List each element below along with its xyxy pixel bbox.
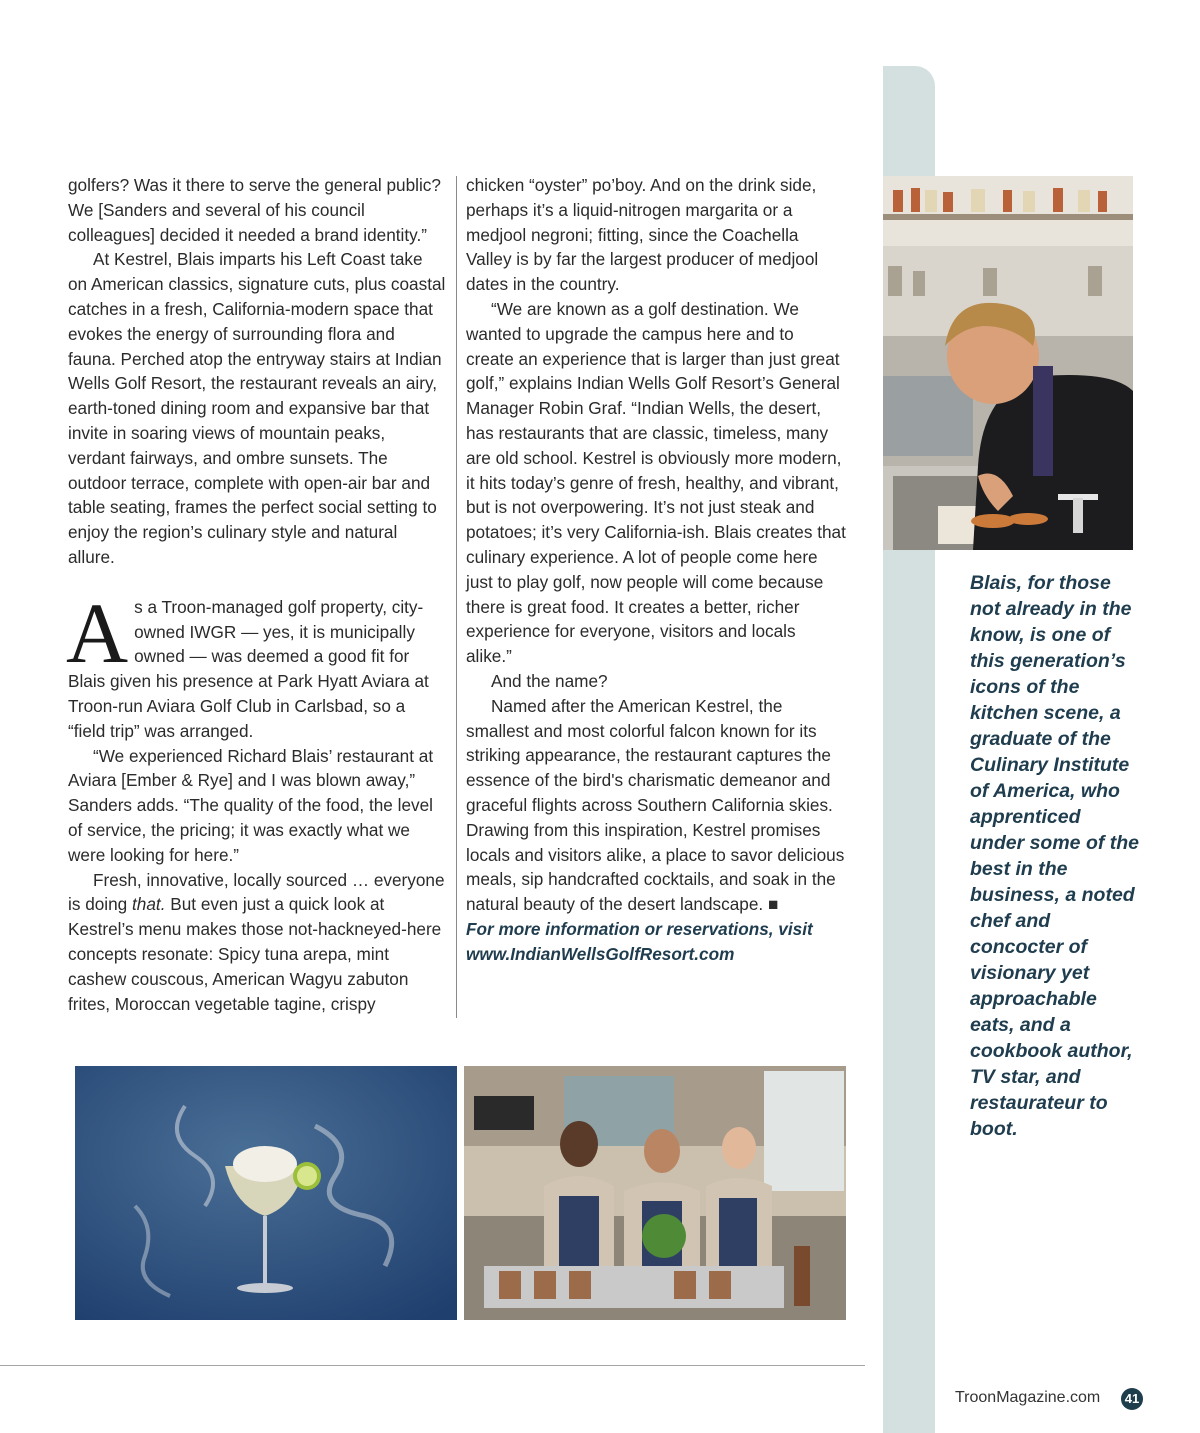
paragraph: golfers? Was it there to serve the general public? We [Sanders and several of his council colleagues] decided it needed a brand identity.” <box>68 175 441 245</box>
page-number-badge: 41 <box>1121 1388 1143 1410</box>
article-column-1 <box>68 173 446 1016</box>
pull-quote-caption: Blais, for those not already in the know, is one of this generation’s icons of the kitchen scene, a graduate of the Culinary Institute of America, who apprenticed under some of the best in the business, a noted chef and concocter of visionary yet approachable eats, and a cookbook author, TV star, and restaurateur to boot. <box>970 572 1140 1140</box>
article-column-2 <box>466 173 846 967</box>
footer-rule <box>0 1365 865 1366</box>
paragraph: Named after the American Kestrel, the smallest and most colorful falcon known for its striking appearance, the restaurant captures the essence of the bird's charismatic demeanor and graceful flights across Southern California skies. Drawing from this inspiration, Kestrel promises locals and visitors alike, a place to savor delicious meals, sip handcrafted cocktails, and soak in the natural beauty of the desert landscape. ■ <box>466 695 845 915</box>
chef-photo <box>883 176 1133 550</box>
cta-text: For more information or reservations, visit <box>466 918 813 939</box>
column-divider <box>456 176 457 1018</box>
paragraph-dropcap: As a Troon-managed golf property, city-owned IWGR — yes, it is municipally owned — was deemed a good fit for Blais given his presence at Park Hyatt Aviara at Troon-run Aviara Golf Club in Carlsbad, so a “field trip” was arranged. <box>66 584 429 741</box>
paragraph: Fresh, innovative, locally sourced … everyone is doing that. But even just a quick look at Kestrel’s menu makes those not-hackneyed-here concepts resonate: Spicy tuna arepa, mint cashew couscous, American Wagyu zabuton frites, Moroccan vegetable tagine, crispy <box>68 869 445 1014</box>
staff-photo <box>464 1066 846 1320</box>
drop-cap: A <box>66 584 129 681</box>
cocktail-photo <box>75 1066 457 1320</box>
paragraph: “We experienced Richard Blais’ restaurant at Aviara [Ember & Rye] and I was blown away,” Sanders adds. “The quality of the food, the level of service, the pricing; it was exactly what we were looking for here.” <box>68 745 434 865</box>
paragraph: chicken “oyster” po’boy. And on the drink side, perhaps it’s a liquid-nitrogen margarita or a medjool negroni; fitting, since the Coachella Valley is by far the largest producer of medjool dates in the country. <box>466 175 819 295</box>
paragraph: And the name? <box>491 670 608 691</box>
paragraph: At Kestrel, Blais imparts his Left Coast take on American classics, signature cuts, plus coastal catches in a fresh, California-modern space that evokes the energy of surrounding flora and fauna. Perched atop the entryway stairs at Indian Wells Golf Resort, the restaurant reveals an airy, earth-toned dining room and expansive bar that invite in soaring views of mountain peaks, verdant fairways, and ombre sunsets. The outdoor terrace, complete with open-air bar and table seating, frames the perfect social setting to enjoy the region’s culinary style and natural allure. <box>68 249 446 567</box>
website-link[interactable]: www.IndianWellsGolfResort.com <box>466 943 735 964</box>
paragraph: “We are known as a golf destination. We wanted to upgrade the campus here and to create an experience that is larger than just great golf,” explains Indian Wells Golf Resort’s General Manager Robin Graf. “Indian Wells, the desert, has restaurants that are classic, timeless, many are old school. Kestrel is obviously more modern, it hits today’s genre of fresh, healthy, and vibrant, but is not overpowering. It’s not just steak and potatoes; it’s very California-ish. Blais creates that culinary experience. A lot of people come here just to play golf, now people will come because there is great food. It creates a better, richer experience for everyone, visitors and locals alike.” <box>466 298 846 667</box>
info-callout <box>466 917 846 967</box>
end-mark: ■ <box>767 894 779 915</box>
footer-site: TroonMagazine.com <box>955 1389 1101 1406</box>
